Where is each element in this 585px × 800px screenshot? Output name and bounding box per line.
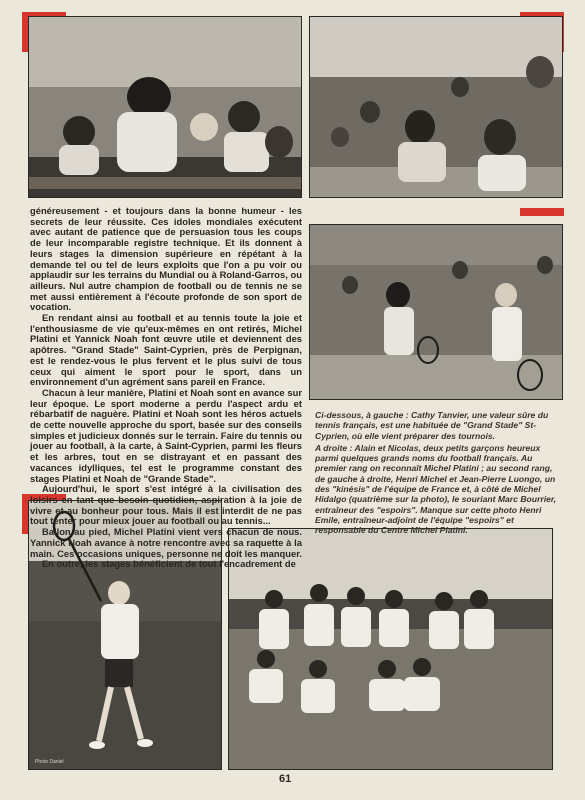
article-body bbox=[30, 206, 302, 570]
article-paragraph-1: généreusement - et toujours dans la bonne humeur - les secrets de leur réussite. Ces idoles mondiales exécutent avec autant de patience que de persuasion tous les coups de leur incomparable registre technique. Et ils donnent à leurs stages la dimension supérieure en répétant à la demande tel ou tel de leurs exploits que l'on a pu voir ou applaudir sur les terrains du Mundial ou à Roland-Garros, ou ailleurs. Nul autre champion de football ou de tennis ne se met aussi entièrement à l'écoute profonde de son sport de vocation. bbox=[30, 205, 302, 313]
caption-right-label: A droite : bbox=[315, 442, 353, 453]
caption-left-text: Cathy Tanvier, une valeur sûre du tennis français, est une habituée de "Grand Stade" St-Cyprien, où elle vient préparer des tournois. bbox=[315, 410, 549, 441]
article-paragraph-6: En outre, les stages bénéficient de tout l'encadrement de bbox=[42, 558, 296, 570]
caption-right-text: Alain et Nicolas, deux petits garçons heureux parmi quelques grands noms du football français. Au premier rang on reconnaît Michel Platini ; au second rang, de gauche à droite, Henri Michel et Jean-Pierre Luongo, un des "kinésis" de l'équipe de France et, à côté de Michel Hidalgo (quatrième sur la photo), le souriant Marc Bourrier, entraîneur des "espoirs". Manque sur cette photo Henri Emile, entraîneur-adjoint de l'équipe "espoirs" et responsable du Centre Michel Platini. bbox=[315, 442, 557, 536]
article-paragraph-4: Aujourd'hui, le sport s'est intégré à la civilisation des loisirs en tant que besoin quotidien, aspiration à la joie de vivre et au bonheur pour tous. Mais il est interdit de ne pas tout tenter pour mieux jouer au football ou au tennis... bbox=[30, 483, 302, 527]
photo-stadium-crowd bbox=[309, 16, 563, 198]
caption-left bbox=[315, 410, 558, 441]
red-corner-tab-5 bbox=[520, 208, 564, 216]
caption-right bbox=[315, 443, 558, 536]
photo-captions bbox=[315, 410, 558, 538]
article-paragraph-2: En rendant ainsi au football et au tennis toute la joie et l'enthousiasme de vie qu'eux-mêmes en ont retirés, Michel Platini et Yannick Noah font œuvre utile et deviennent des apôtres. "Grand Stade" Saint-Cyprien, près de Perpignan, est le rendez-vous le plus fervent et le plus suivi de tous ceux qui aiment le sport pour le sport, dans un environnement d'un agrément sans pareil en France. bbox=[30, 312, 302, 388]
photo-cathy-tanvier bbox=[309, 224, 563, 400]
caption-left-label: Ci-dessous, à gauche : bbox=[315, 410, 409, 420]
photo-noah-with-kids bbox=[28, 16, 302, 198]
page-number: 61 bbox=[279, 773, 292, 785]
article-paragraph-5: Ballon au pied, Michel Platini vient vers chacun de nous. Yannick Noah avance à notre rencontre avec sa raquette à la main. Ces occasions uniques, personne ne doit les manquer. bbox=[30, 526, 302, 559]
article-paragraph-3: Chacun à leur manière, Platini et Noah sont en avance sur leur époque. Le sport moderne a perdu l'aspect ardu et rébarbatif de naguère. Platini et Noah sont les héros actuels de cette nouvelle approche du sport, basée sur des conseils simples et judicieux donnés sur le terrain. Faire du tennis ou jouer au football, à la carte, à Saint-Cyprien, parmi les fleurs et les arbres, tout en se distrayant et en passant des vacances idylliques, tel est le programme constant des stages Platini et Noah de "Grande Stade". bbox=[30, 386, 302, 484]
photo-credit: Photo Daniel bbox=[35, 759, 64, 765]
